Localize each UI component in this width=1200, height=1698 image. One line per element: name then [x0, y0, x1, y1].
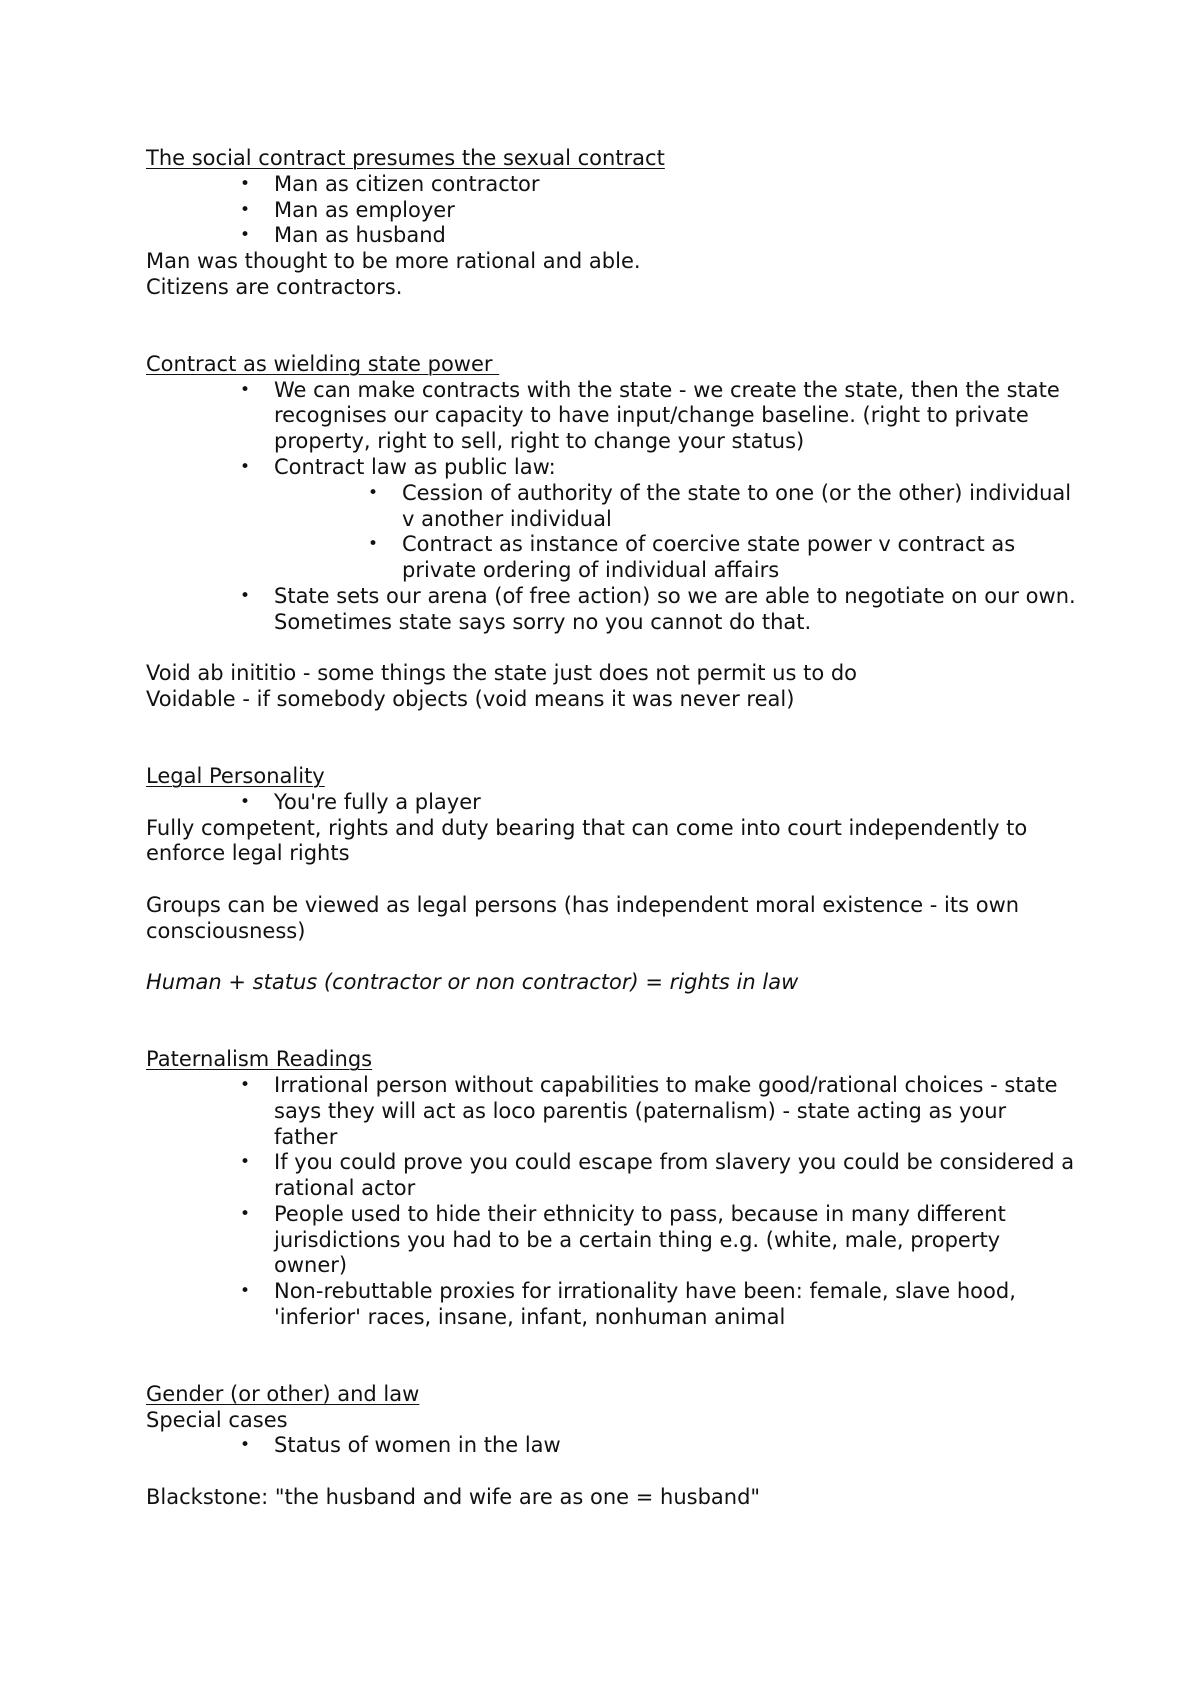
paternalism-list — [146, 1073, 1076, 1331]
list-item: • People used to hide their ethnicity to pass, because in many different jurisdictions you had to be a certain thing e.g. (white, male, property owner) — [240, 1201, 1006, 1278]
list-item: • Cession of authority of the state to one (or the other) individual v another individual — [368, 480, 1072, 531]
section-heading-social-contract: The social contract presumes the sexual contract — [146, 146, 665, 170]
list-item: • Man as husband — [240, 223, 446, 248]
list-item: • If you could prove you could escape from slavery you could be considered a rational actor — [240, 1150, 1075, 1201]
list-item: • You're fully a player — [240, 789, 481, 814]
state-power-list — [146, 378, 1076, 636]
bullet-icon: • — [240, 585, 251, 606]
bullet-icon: • — [368, 534, 379, 555]
section-heading-legal-personality: Legal Personality — [146, 763, 325, 788]
list-item: • State sets our arena (of free action) so we are able to negotiate on our own. Sometimes state says sorry no you cannot do that. — [240, 583, 1076, 634]
list-item: • We can make contracts with the state - we create the state, then the state recognises our capacity to have input/change baseline. (right to private property, right to sell, right to change your status) — [240, 377, 1060, 454]
body-line: Man was thought to be more rational and able. — [146, 249, 641, 274]
body-line: Citizens are contractors. — [146, 274, 403, 299]
bullet-icon: • — [240, 379, 251, 400]
bullet-icon: • — [240, 225, 251, 246]
bullet-icon: • — [240, 1435, 251, 1456]
list-item: • Contract law as public law: • Cession of authority of the state to one (or the other) individual v another individual • Contract as instance of coercive state power v contract as private ordering of individual affairs — [274, 455, 1076, 584]
list-item: • Man as employer — [240, 197, 455, 222]
body-paragraph: Groups can be viewed as legal persons (has independent moral existence - its own consciousness) — [146, 892, 1020, 943]
bullet-icon: • — [368, 482, 379, 503]
quote-line: Blackstone: "the husband and wife are as one = husband" — [146, 1485, 761, 1510]
list-item: • Irrational person without capabilities to make good/rational choices - state says they will act as loco parentis (paternalism) - state acting as your father — [240, 1072, 1058, 1149]
list-item: • Status of women in the law — [240, 1433, 561, 1458]
list-item: • Contract as instance of coercive state power v contract as private ordering of individual affairs — [368, 532, 1016, 583]
bullet-icon: • — [240, 1152, 251, 1173]
section-heading-gender: Gender (or other) and law — [146, 1381, 420, 1406]
document-page — [146, 146, 1076, 1511]
bullet-icon: • — [240, 1074, 251, 1095]
body-line: Voidable - if somebody objects (void means it was never real) — [146, 687, 795, 712]
bullet-icon: • — [240, 1203, 251, 1224]
bullet-icon: • — [240, 456, 251, 477]
formula-line: Human + status (contractor or non contractor) = rights in law — [146, 970, 799, 995]
list-item: • Non-rebuttable proxies for irrationality have been: female, slave hood, 'inferior' races, insane, infant, nonhuman animal — [240, 1279, 1016, 1330]
bullet-icon: • — [240, 791, 251, 812]
gender-list — [146, 1433, 1076, 1459]
public-law-sublist — [274, 481, 1076, 584]
bullet-icon: • — [240, 1281, 251, 1302]
legal-personality-list — [146, 790, 1076, 816]
body-line: Void ab inititio - some things the state just does not permit us to do — [146, 661, 858, 686]
section-heading-paternalism: Paternalism Readings — [146, 1047, 373, 1072]
list-item: • Man as citizen contractor — [240, 171, 540, 196]
bullet-icon: • — [240, 199, 251, 220]
bullet-icon: • — [240, 173, 251, 194]
body-line: Special cases — [146, 1407, 288, 1432]
body-paragraph: Fully competent, rights and duty bearing that can come into court independently to enforce legal rights — [146, 815, 1028, 866]
social-contract-list — [146, 172, 1076, 249]
section-heading-state-power: Contract as wielding state power — [146, 351, 500, 376]
